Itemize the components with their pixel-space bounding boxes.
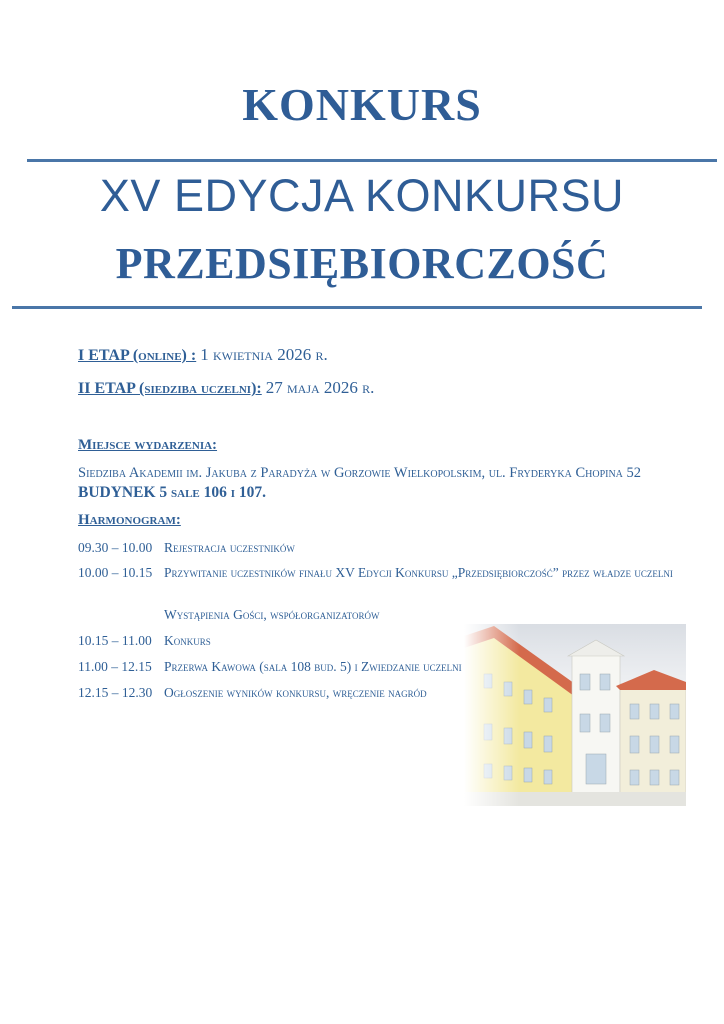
venue-heading: Miejsce wydarzenia: bbox=[78, 437, 218, 453]
stage-2 bbox=[78, 378, 374, 398]
university-building-icon bbox=[464, 624, 686, 806]
top-divider bbox=[27, 159, 717, 162]
schedule-time: 10.00 – 10.15 bbox=[78, 565, 153, 580]
stage-2-label: II ETAP (siedziba uczelni): bbox=[78, 380, 262, 397]
schedule-desc: Ogłoszenie wyników konkursu, wręczenie nagród bbox=[164, 685, 427, 700]
schedule-time: 09.30 – 10.00 bbox=[78, 540, 153, 555]
venue-building: BUDYNEK 5 sale 106 i 107. bbox=[78, 484, 267, 501]
schedule-desc: Przywitanie uczestników finału XV Edycji Konkursu „Przedsiębiorczość” przez władze uczelni bbox=[164, 565, 673, 580]
schedule-time: 11.00 – 12.15 bbox=[78, 659, 152, 674]
stage-1-date: 1 kwietnia 2026 r. bbox=[200, 345, 328, 364]
stage-1-label: I ETAP (online) : bbox=[78, 347, 197, 364]
edition-subtitle: XV EDYCJA KONKURSU bbox=[99, 170, 625, 221]
schedule-desc: Rejestracja uczestników bbox=[164, 540, 295, 555]
schedule-desc: Konkurs bbox=[164, 633, 211, 648]
venue-address: Siedziba Akademii im. Jakuba z Paradyża w Gorzowie Wielkopolskim, ul. Fryderyka Chopina 52 bbox=[78, 465, 642, 481]
page-title: KONKURS bbox=[242, 79, 482, 130]
schedule-desc: Przerwa Kawowa (sala 108 bud. 5) i Zwiedzanie uczelni bbox=[164, 659, 462, 674]
schedule-time: 10.15 – 11.00 bbox=[78, 633, 152, 648]
stage-2-date: 27 maja 2026 r. bbox=[265, 378, 375, 397]
venue-address-block bbox=[78, 464, 678, 503]
stage-1 bbox=[78, 345, 328, 365]
schedule-desc: Wystąpienia Gości, współorganizatorów bbox=[164, 607, 380, 622]
bottom-divider bbox=[12, 306, 702, 309]
schedule-heading: Harmonogram: bbox=[78, 512, 181, 528]
contest-name: PRZEDSIĘBIORCZOŚĆ bbox=[115, 239, 609, 288]
schedule-time: 12.15 – 12.30 bbox=[78, 685, 153, 700]
